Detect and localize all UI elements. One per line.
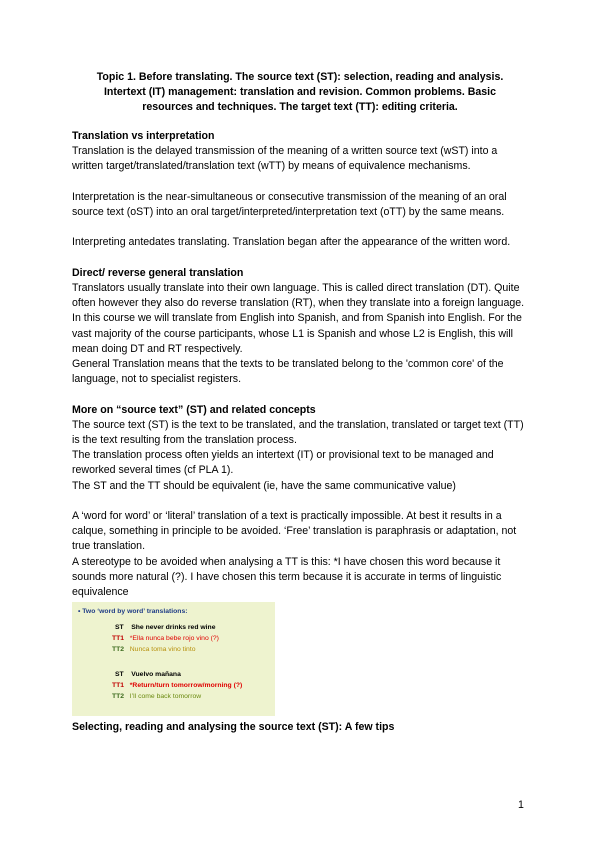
st-text: Vuelvo mañana: [131, 671, 181, 679]
tt1-text: *Return/turn tomorrow/morning (?): [129, 682, 243, 690]
tt2-label: TT2: [112, 646, 125, 654]
section-heading-direct-reverse-translation: Direct/ reverse general translation: [72, 266, 244, 279]
page-number: 1: [518, 799, 524, 811]
example-1-st-row: [115, 622, 216, 633]
example-2-tt1-row: [112, 680, 242, 691]
document-body: [72, 129, 528, 735]
tt2-label: TT2: [112, 693, 125, 701]
document-title: [72, 70, 528, 116]
section-heading-translation-vs-interpretation: Translation vs interpretation: [72, 130, 215, 142]
paragraph: A stereotype to be avoided when analysing a TT is this: *I have chosen this word because it sounds more natural (?). I have chosen this term because it is accurate in terms of linguistic equivalence: [72, 555, 502, 599]
st-text: She never drinks red wine: [131, 624, 216, 632]
paragraph: Interpretation is the near-simultaneous or consecutive transmission of the meaning of an oral source text (oST) into an oral target/interpreted/interpretation text (oTT) by the same means.: [72, 190, 507, 218]
example-2-tt2-row: [112, 691, 201, 702]
section-heading-source-text: More on “source text” (ST) and related concepts: [72, 403, 316, 416]
paragraph: In this course we will translate from English into Spanish, and from Spanish into English. For the vast majority of the course participants, whose L1 is Spanish and whose L2 is English, this will mean doing DT and RT respectively.: [72, 312, 522, 355]
section-heading-selecting-source-text: Selecting, reading and analysing the source text (ST): A few tips: [72, 721, 395, 734]
paragraph: Translators usually translate into their own language. This is called direct translation (DT). Quite often however they also do reverse translation (RT), when they translate into a foreign language.: [72, 281, 525, 310]
translation-examples-figure: [72, 602, 275, 716]
tt2-text: Nunca toma vino tinto: [129, 646, 196, 654]
example-2-st-row: [115, 669, 181, 680]
paragraph: Interpreting antedates translating. Translation began after the appearance of the written word.: [72, 236, 511, 249]
example-1-tt1-row: [112, 633, 219, 644]
example-1-tt2-row: [112, 644, 196, 655]
title-line-2: Intertext (IT) management: translation and revision. Common problems. Basic: [103, 86, 497, 99]
st-label: ST: [115, 671, 124, 679]
tt1-label: TT1: [112, 635, 125, 643]
paragraph: The translation process often yields an intertext (IT) or provisional text to be managed and reworked several times (cf PLA 1).: [72, 449, 494, 477]
tt1-label: TT1: [112, 682, 125, 690]
st-label: ST: [115, 624, 124, 632]
paragraph: The source text (ST) is the text to be translated, and the translation, translated or target text (TT) is the text resulting from the translation process.: [72, 418, 524, 446]
title-line-1: Topic 1. Before translating. The source text (ST): selection, reading and analysis.: [96, 71, 504, 83]
tt2-text: I’ll come back tomorrow: [129, 693, 202, 701]
title-line-3: resources and techniques. The target text (TT): editing criteria.: [142, 101, 458, 114]
paragraph: Translation is the delayed transmission of the meaning of a written source text (wST) into a written target/translated/translation text (wTT) by means of equivalence mechanisms.: [72, 145, 498, 173]
figure-heading: • Two ‘word by word’ translations:: [78, 608, 188, 616]
tt1-text: *Ella nunca bebe rojo vino (?): [129, 635, 219, 643]
paragraph: A ‘word for word’ or ‘literal’ translation of a text is practically impossible. At best it results in a calque, something in principle to be avoided. ‘Free’ translation is paraphrasis or adaptation, not true translation.: [72, 510, 517, 553]
paragraph: The ST and the TT should be equivalent (ie, have the same communicative value): [72, 479, 456, 492]
paragraph: General Translation means that the texts to be translated belong to the 'common core' of the language, not to specialist registers.: [72, 358, 504, 386]
